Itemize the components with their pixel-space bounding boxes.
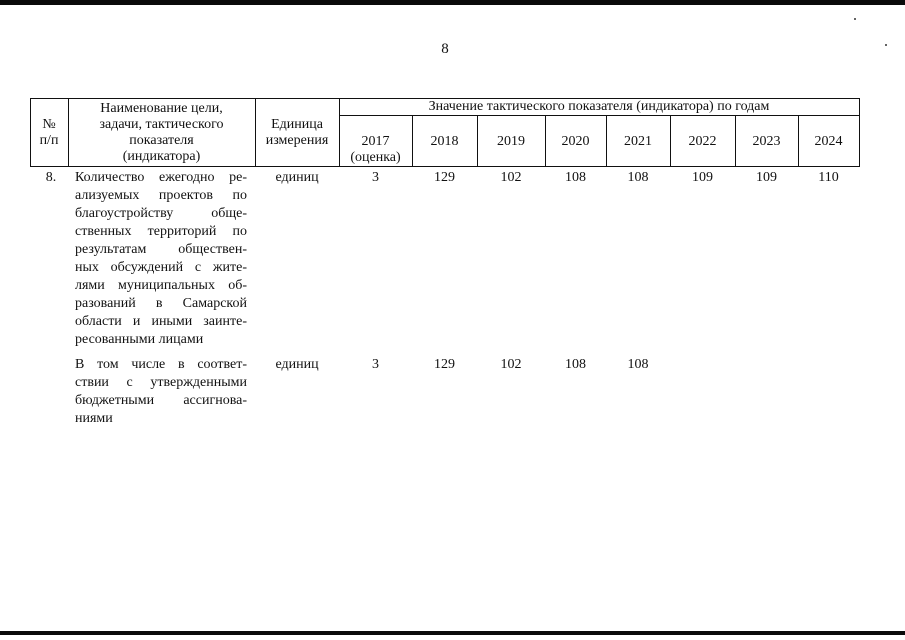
row-value-2019: 102: [500, 357, 522, 372]
page-number: 8: [441, 41, 449, 57]
header-year-2022: 2022: [688, 134, 717, 149]
header-num-line: п/п: [39, 133, 59, 148]
row-name-line: результатам обществен-: [75, 242, 247, 257]
header-name-line: показателя: [129, 133, 194, 148]
row-name-line: В том числе в соответ-: [75, 357, 247, 372]
row-value-2024: 110: [818, 170, 839, 185]
header-name: [68, 101, 255, 165]
row-name-line: ниями: [75, 411, 113, 426]
header-unit-line: Единица: [271, 117, 323, 132]
row-value-2019: 102: [500, 170, 522, 185]
header-year-2019: 2019: [497, 134, 525, 149]
row-name-line: Количество ежегодно ре-: [75, 170, 247, 185]
row-value-2020: 108: [565, 170, 586, 185]
scan-speck: [854, 18, 856, 20]
row-name-line: ализуемых проектов по: [75, 188, 247, 203]
row-unit: единиц: [275, 357, 319, 372]
header-num: [30, 117, 68, 149]
row-value-2020: 108: [565, 357, 586, 372]
row-value-2023: 109: [756, 170, 777, 185]
scan-border-top: [0, 0, 905, 5]
header-name-line: (индикатора): [122, 149, 201, 164]
header-num-line: №: [42, 117, 56, 132]
header-year-2024: 2024: [814, 134, 843, 149]
scan-border-bottom: [0, 631, 905, 635]
header-year-2018: 2018: [430, 134, 459, 149]
header-year-2017: [339, 134, 412, 166]
row-value-2018: 129: [434, 357, 455, 372]
row-name-line: ресованными лицами: [75, 332, 204, 347]
header-year-2020: 2020: [561, 134, 590, 149]
row-value-2018: 129: [434, 170, 455, 185]
row-name-line: области и иными заинте-: [75, 314, 247, 329]
header-name-line: задачи, тактического: [99, 117, 224, 132]
header-year-note: (оценка): [350, 150, 401, 165]
row-name-line: ных обсуждений с жите-: [75, 260, 247, 275]
row-name-line: ствии с утвержденными: [75, 375, 247, 390]
row-value-2022: 109: [692, 170, 713, 185]
row-name-line: ственных территорий по: [75, 224, 247, 239]
row-name-line: благоустройству обще-: [75, 206, 247, 221]
header-values-group: Значение тактического показателя (индикатора) по годам: [428, 99, 770, 114]
header-name-line: Наименование цели,: [100, 101, 223, 116]
group-header-divider: [339, 115, 859, 116]
header-unit: [255, 117, 339, 149]
row-value-2021: 108: [627, 357, 649, 372]
header-year-2021: 2021: [624, 134, 652, 149]
header-unit-line: измерения: [265, 133, 329, 148]
row-name-line: разований в Самарской: [75, 296, 247, 311]
row-value-2021: 108: [627, 170, 649, 185]
row-indicator-name: [75, 356, 247, 428]
row-num: 8.: [45, 170, 57, 185]
row-unit: единиц: [275, 170, 319, 185]
row-value-2017: 3: [372, 170, 379, 185]
row-name-line: бюджетными ассигнова-: [75, 393, 247, 408]
row-name-line: лями муниципальных об-: [75, 278, 247, 293]
header-year-2023: 2023: [752, 134, 781, 149]
row-value-2017: 3: [372, 357, 379, 372]
row-indicator-name: [75, 169, 247, 349]
header-year-label: 2017: [361, 134, 390, 149]
